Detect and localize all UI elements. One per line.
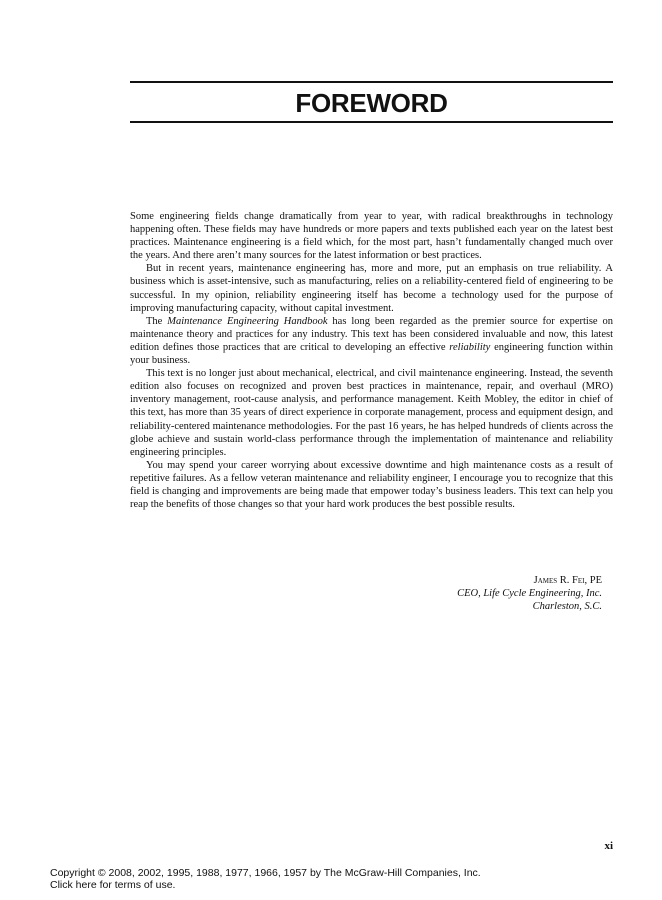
signature-block <box>380 574 602 613</box>
page-title: FOREWORD <box>295 88 448 118</box>
paragraph-2: But in recent years, maintenance engineering has, more and more, put an emphasis on true reliability. A business which is asset-intensive, such as manufacturing, relies on a reliability-centered field of engineering to be successful. In my opinion, reliability engineering itself has become a technology used for the purpose of improving manufacturing capacity, without capital investment. <box>130 263 613 314</box>
paragraph-1: Some engineering fields change dramatically from year to year, with radical breakthroughs in technology happening often. These fields may have hundreds or more papers and texts published each year on the latest best practices. Maintenance engineering is a field which, for the most part, hasn’t fundamentally changed much over the years. And there aren’t many sources for the latest information or best practices. <box>130 211 613 262</box>
bottom-rule <box>130 121 613 123</box>
foreword-body <box>130 210 613 511</box>
copyright-notice: Copyright © 2008, 2002, 1995, 1988, 1977, 1966, 1957 by The McGraw-Hill Companies, Inc. <box>50 867 481 879</box>
signature-role: CEO, Life Cycle Engineering, Inc. <box>457 588 602 600</box>
terms-of-use-link[interactable]: Click here for terms of use. <box>50 879 176 891</box>
paragraph-3 <box>130 315 613 367</box>
page-number: xi <box>604 840 613 852</box>
emphasis-reliability: reliability <box>449 341 491 353</box>
top-rule <box>130 81 613 83</box>
paragraph-5: You may spend your career worrying about excessive downtime and high maintenance costs as a result of repetitive failures. As a fellow veteran maintenance and reliability engineer, I encourage you to recognize that this field is changing and improvements are being made that empower today’s business leaders. This text can help you reap the benefits of those changes so that your hard work produces the best possible results. <box>130 459 613 511</box>
book-title: Maintenance Engineering Handbook <box>167 315 328 327</box>
paragraph-3-text-b: has long been regarded as the premier source for expertise on maintenance theory and practices for any industry. This text has been considered invaluable and now, this latest edition defines those practices that are critical to developing an effective <box>130 315 613 353</box>
paragraph-3-text-c: engineering function within your business. <box>130 341 613 367</box>
paragraph-4: This text is no longer just about mechanical, electrical, and civil maintenance engineering. Instead, the seventh edition also focuses on recognized and proven best practices in maintenance, repair, and overhaul (MRO) inventory management, root-cause analysis, and performance management. Keith Mobley, the editor in chief of this text, has more than 35 years of direct experience in corporate management, process and equipment design, and reliability-centered maintenance methodologies. For the past 16 years, he has helped hundreds of clients across the globe achieve and sustain world-class performance through the implementation of maintenance and reliability engineering principles. <box>130 368 613 458</box>
signature-place: Charleston, S.C. <box>532 601 602 613</box>
paragraph-3-text-a: The <box>146 315 168 327</box>
signature-name: James R. Fei, PE <box>533 575 602 586</box>
footer <box>50 867 610 891</box>
